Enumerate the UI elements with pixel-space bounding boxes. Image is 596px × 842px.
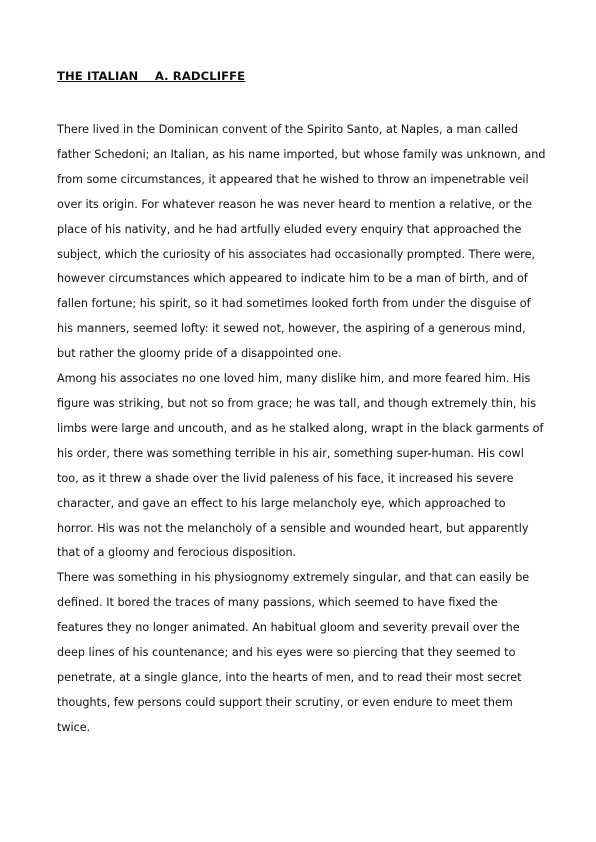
document-page xyxy=(57,66,547,741)
text-line: his manners, seemed lofty: it sewed not, however, the aspiring of a generous mind, xyxy=(57,322,526,336)
text-line: place of his nativity, and he had artfully eluded every enquiry that approached the xyxy=(57,222,522,236)
text-line: subject, which the curiosity of his associates had occasionally prompted. There were, xyxy=(57,247,536,261)
text-line: penetrate, at a single glance, into the hearts of men, and to read their most secret xyxy=(57,670,522,684)
text-line: features they no longer animated. An habitual gloom and severity prevail over the xyxy=(57,621,520,635)
text-line: his order, there was something terrible in his air, something super-human. His cowl xyxy=(57,446,524,460)
text-line: horror. His was not the melancholy of a sensible and wounded heart, but apparently xyxy=(57,521,529,535)
text-line: character, and gave an effect to his large melancholy eye, which approached to xyxy=(57,496,506,510)
text-line: father Schedoni; an Italian, as his name imported, but whose family was unknown, and xyxy=(57,147,546,161)
text-line: There lived in the Dominican convent of the Spirito Santo, at Naples, a man called xyxy=(57,123,519,136)
text-line: deep lines of his countenance; and his eyes were so piercing that they seemed to xyxy=(57,646,516,660)
text-line: figure was striking, but not so from grace; he was tall, and though extremely thin, his xyxy=(57,396,537,410)
text-line: thoughts, few persons could support their scrutiny, or even endure to meet them xyxy=(57,695,513,709)
text-line: twice. xyxy=(57,720,91,734)
text-line: fallen fortune; his spirit, so it had sometimes looked forth from under the disguise of xyxy=(57,297,531,311)
text-line: but rather the gloomy pride of a disappointed one. xyxy=(57,347,342,361)
text-line: There was something in his physiognomy extremely singular, and that can easily be xyxy=(57,571,530,585)
document-title: THE ITALIAN A. RADCLIFFE xyxy=(57,69,246,83)
document-body xyxy=(57,118,547,741)
text-line: however circumstances which appeared to indicate him to be a man of birth, and of xyxy=(57,272,528,286)
text-line: limbs were large and uncouth, and as he stalked along, wrapt in the black garments of xyxy=(57,421,544,435)
text-line: defined. It bored the traces of many passions, which seemed to have fixed the xyxy=(57,596,498,610)
text-line: Among his associates no one loved him, many dislike him, and more feared him. His xyxy=(57,372,531,386)
text-line: from some circumstances, it appeared that he wished to throw an impenetrable veil xyxy=(57,172,529,186)
text-line: too, as it threw a shade over the livid paleness of his face, it increased his severe xyxy=(57,471,514,485)
text-line: that of a gloomy and ferocious disposition. xyxy=(57,546,297,560)
text-line: over its origin. For whatever reason he was never heard to mention a relative, or the xyxy=(57,197,532,211)
